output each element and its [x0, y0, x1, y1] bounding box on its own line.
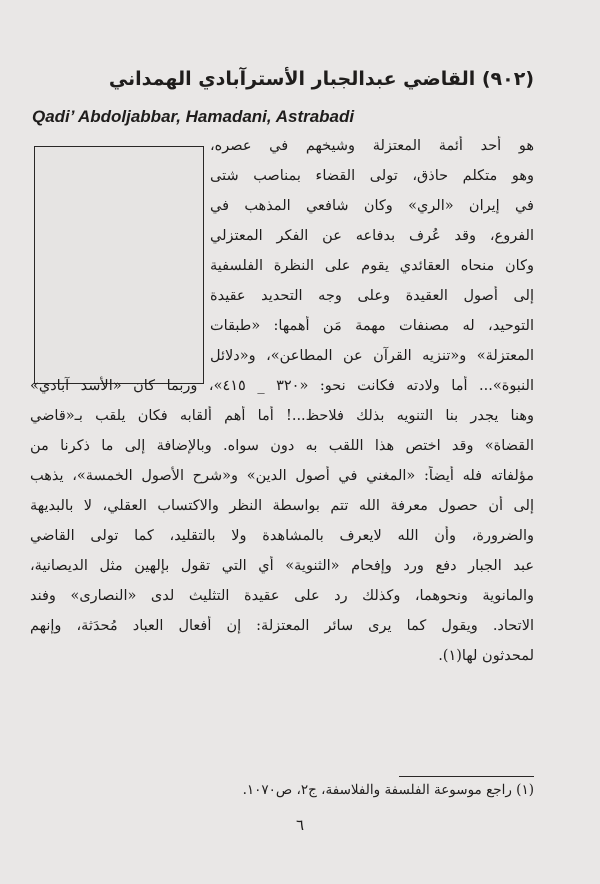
body-line: إلى أصول العقيدة وعلى وجه التحديد عقيدة — [210, 288, 534, 304]
page-number: ٦ — [295, 816, 305, 834]
entry-heading: (٩٠٢) القاضي عبدالجبار الأسترآبادي الهمداني — [108, 68, 534, 90]
body-line: وهنا يجدر بنا التنويه بذلك فلاحظ...! أما أهم ألقابه فكان يلقب بـ«قاضي — [30, 408, 534, 424]
body-line: القضاة» وقد اختص هذا اللقب به دون سواه. وبالإضافة إلى ما ذكرنا من — [30, 438, 534, 454]
footnote: (١) راجع موسوعة الفلسفة والفلاسفة، ج٢، ص١٠٧٠. — [242, 782, 534, 798]
body-line: عبد الجبار دفع ورد وإفحام «الثنوية» أي التي تقول بإلهين مثل الديصانية، — [30, 558, 534, 574]
body-line: لمحدثون لها(١). — [438, 648, 534, 664]
body-line: مؤلفاته فله أيضاً: «المغني في أصول الدين» و«شرح الأصول الخمسة»، يذهب — [30, 468, 534, 484]
footnote-divider — [399, 776, 534, 777]
body-line: التوحيد، له مصنفات مهمة مَن أهمها: «طبقات — [210, 318, 534, 334]
body-line: وكان منحاه العقائدي يقوم على النظرة الفلسفية — [210, 258, 534, 274]
portrait-placeholder-frame — [34, 146, 204, 384]
body-line: في إيران «الري» وكان شافعي المذهب في — [210, 198, 534, 214]
body-line: وهو متكلم حاذق، تولى القضاء بمناصب شتى — [210, 168, 534, 184]
body-line: والضرورة، وأن الله لايعرف بالمشاهدة ولا بالتقليد، كما تولى القاضي — [30, 528, 534, 544]
body-line: الفروع، وقد عُرف بدفاعه عن الفكر المعتزلي — [210, 228, 534, 244]
body-line: إلى أن حصول معرفة الله تتم بواسطة النظر والاكتساب العقلي، لا بالبديهة — [30, 498, 534, 514]
body-line: الاتحاد. ويقول كما يرى سائر المعتزلة: إن أفعال العباد مُحدَثة، وإنهم — [30, 618, 534, 634]
entry-latin-name: Qadi’ Abdoljabbar, Hamadani, Astrabadi — [32, 107, 355, 126]
body-line: هو أحد أئمة المعتزلة وشيخهم في عصره، — [210, 138, 534, 154]
body-line: المعتزلة» و«تنزيه القرآن عن المطاعن»، و«دلائل — [210, 348, 534, 364]
body-line: النبوة»... أما ولادته فكانت نحو: «٣٢٠ _ ٤١٥»، وربما كان «الأسد آبادي» — [30, 378, 534, 394]
body-line: والمانوية ونحوهما، وكذلك رد على عقيدة التثليث لدى «النصارى» وفند — [30, 588, 534, 604]
